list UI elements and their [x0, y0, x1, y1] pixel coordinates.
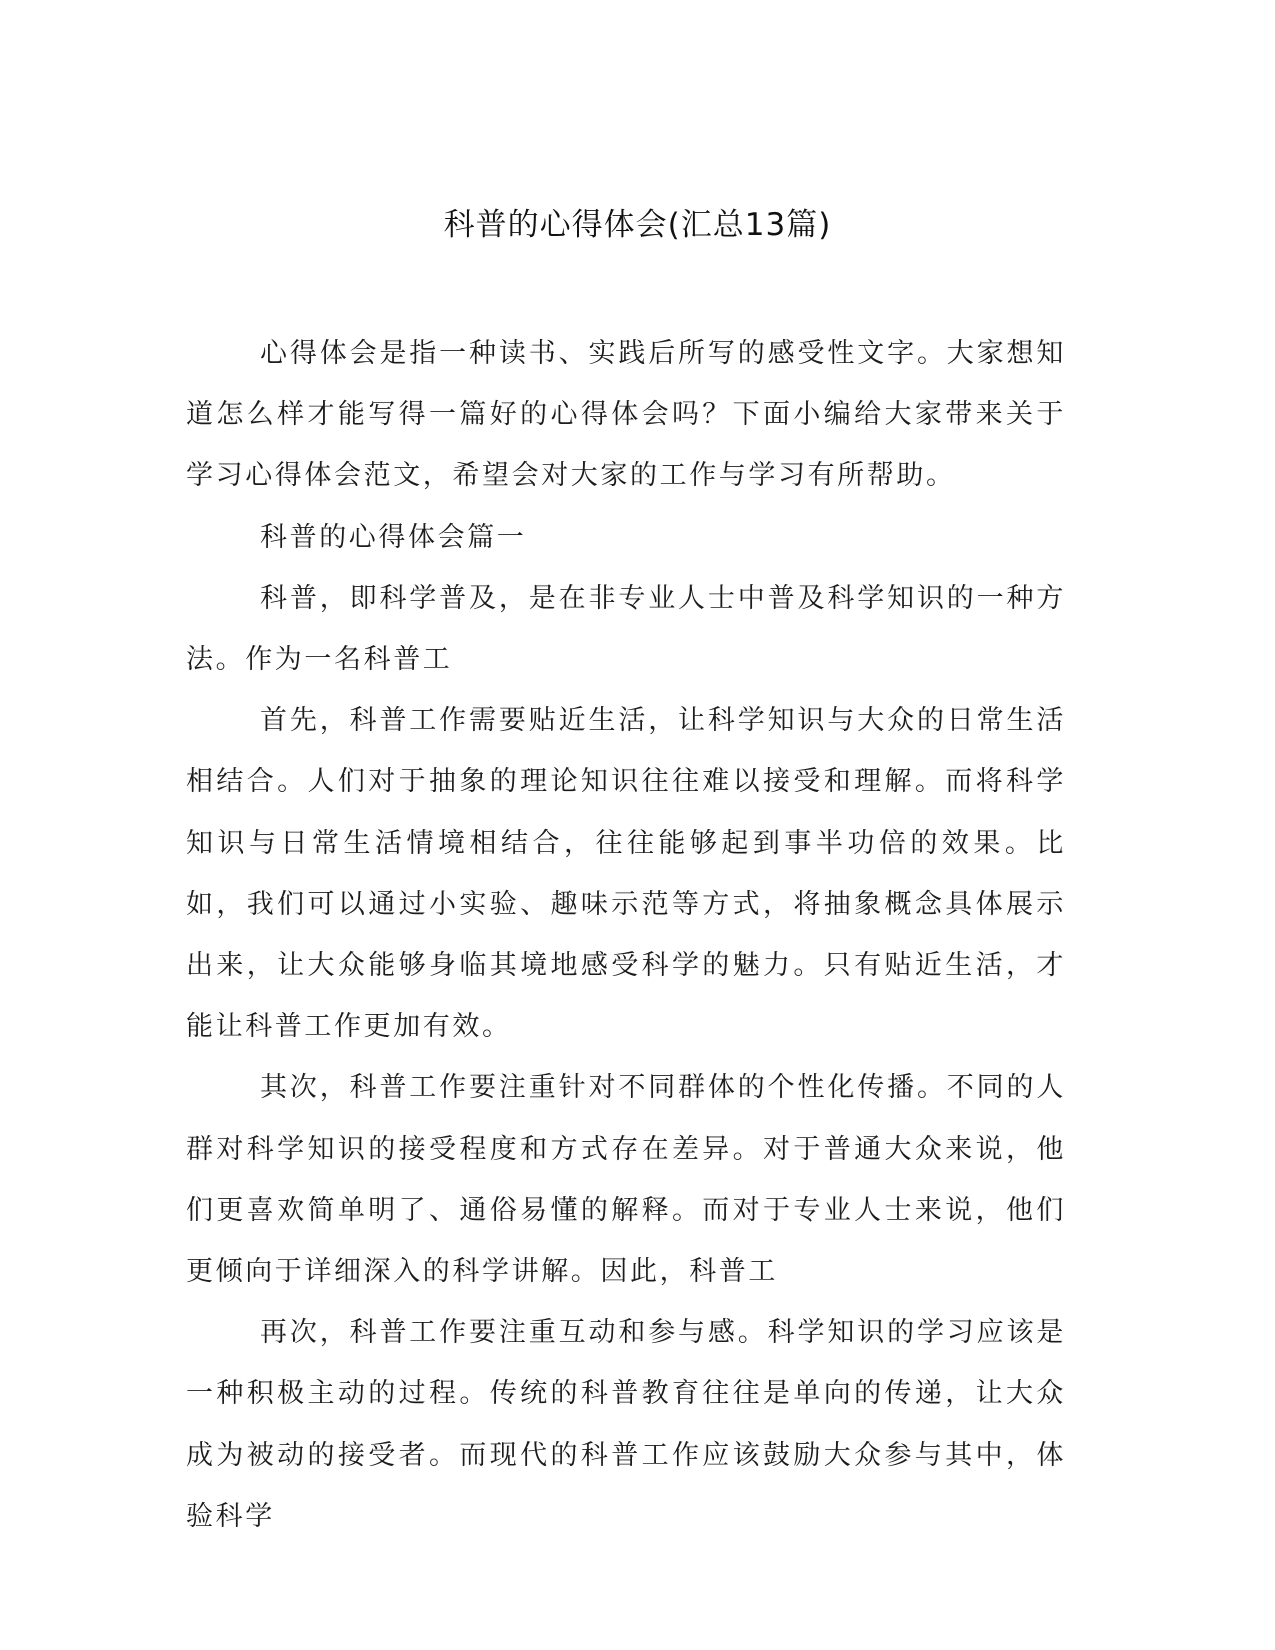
document-title: 科普的心得体会(汇总13篇)	[443, 207, 832, 243]
document-body	[186, 323, 1066, 1547]
paragraph-definition: 科普，即科学普及，是在非专业人士中普及科学知识的一种方法。作为一名科普工	[186, 582, 1066, 676]
paragraph-first: 首先，科普工作需要贴近生活，让科学知识与大众的日常生活相结合。人们对于抽象的理论知识往往难以接受和理解。而将科学知识与日常生活情境相结合，往往能够起到事半功倍的效果。比如，我们可以通过小实验、趣味示范等方式，将抽象概念具体展示出来，让大众能够身临其境地感受科学的魅力。只有贴近生活，才能让科普工作更加有效。	[186, 705, 1066, 1043]
paragraph-third: 再次，科普工作要注重互动和参与感。科学知识的学习应该是一种积极主动的过程。传统的科普教育往往是单向的传递，让大众成为被动的接受者。而现代的科普工作应该鼓励大众参与其中，体验科学	[186, 1317, 1066, 1532]
section-heading: 科普的心得体会篇一	[260, 521, 527, 553]
paragraph-intro: 心得体会是指一种读书、实践后所写的感受性文字。大家想知道怎么样才能写得一篇好的心得体会吗？下面小编给大家带来关于学习心得体会范文，希望会对大家的工作与学习有所帮助。	[186, 338, 1066, 492]
paragraph-second: 其次，科普工作要注重针对不同群体的个性化传播。不同的人群对科学知识的接受程度和方式存在差异。对于普通大众来说，他们更喜欢简单明了、通俗易懂的解释。而对于专业人士来说，他们更倾向于详细深入的科学讲解。因此，科普工	[186, 1072, 1066, 1288]
